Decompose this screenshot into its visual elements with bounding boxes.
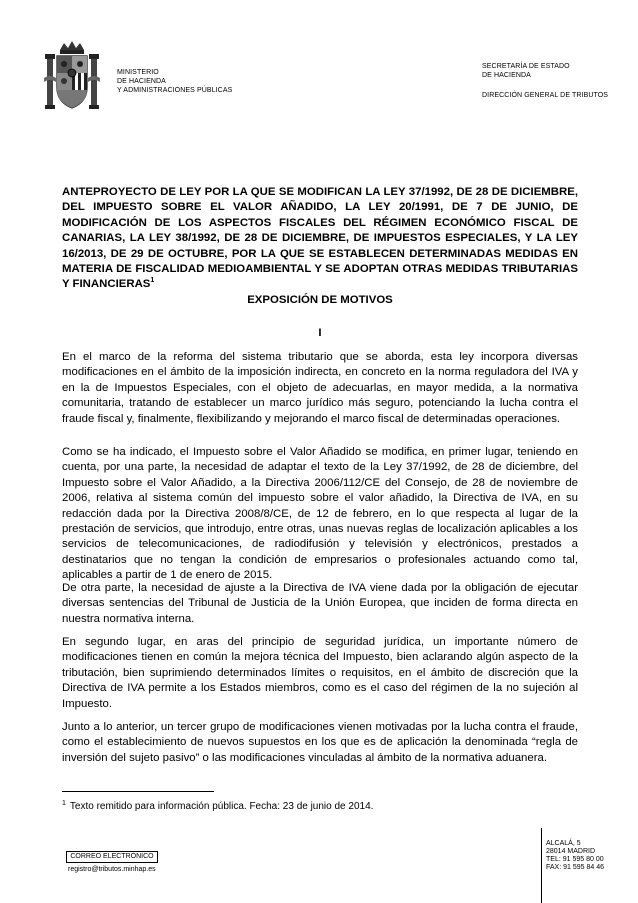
postal-address: [546, 840, 604, 872]
document-title-text: ANTEPROYECTO DE LEY POR LA QUE SE MODIFICAN LA LEY 37/1992, DE 28 DE DICIEMBRE, DEL IMPUESTO SOBRE EL VALOR AÑADIDO, LA LEY 20/1991, DE 7 DE JUNIO, DE MODIFICACIÓN DE LOS ASPECTOS FISCALES DEL RÉGIMEN ECONÓMICO FISCAL DE CANARIAS, LA LEY 38/1992, DE 28 DE DICIEMBRE, DE IMPUESTOS ESPECIALES, Y LA LEY 16/2013, DE 29 DE OCTUBRE, POR LA QUE SE ESTABLECEN DETERMINADAS MEDIDAS EN MATERIA DE FISCALIDAD MEDIOAMBIENTAL Y SE ADOPTAN OTRAS MEDIDAS TRIBUTARIAS Y FINANCIERAS: [62, 186, 578, 291]
secretaria-line: SECRETARÍA DE ESTADO: [482, 63, 570, 70]
paragraph: En el marco de la reforma del sistema tributario que se aborda, esta ley incorpora diversas modificaciones en el ámbito de la imposición indirecta, en concreto en la norma reguladora del IVA y en la de Impuestos Especiales, con el objeto de adecuarlas, en mayor medida, a la normativa comunitaria, tratando de establecer un marco jurídico más seguro, potenciando la lucha contra el fraude fiscal y, finalmente, flexibilizando y mejorando el marco fiscal de determinadas operaciones.: [62, 351, 578, 425]
title-footnote-mark[interactable]: 1: [150, 277, 155, 285]
footnote-number: 1: [62, 800, 66, 807]
footnote-divider: [62, 791, 214, 792]
address-line: TEL: 91 595 80 00: [546, 856, 604, 863]
footer-divider: [541, 828, 542, 903]
secretaria-name: [482, 62, 570, 80]
document-title: [62, 185, 578, 293]
paragraph: Junto a lo anterior, un tercer grupo de modificaciones vienen motivadas por la lucha contra el fraude, como el establecimiento de nuevos supuestos en los que es de aplicación la denominada “regla de inversión del sujeto pasivo” o las modificaciones vinculadas al ámbito de la normativa aduanera.: [62, 721, 578, 764]
section-number: I: [318, 327, 322, 339]
address-line: ALCALÁ, 5: [546, 840, 581, 847]
ministry-line: MINISTERIO: [117, 69, 159, 76]
ministry-line: DE HACIENDA: [117, 78, 166, 85]
direccion-name: DIRECCIÓN GENERAL DE TRIBUTOS: [482, 92, 609, 99]
email-label-box: CORREO ELECTRÓNICO: [66, 851, 158, 863]
paragraph: En segundo lugar, en aras del principio de seguridad jurídica, un importante número de modificaciones tienen en común la mejora técnica del Impuesto, bien aclarando algún aspecto de la tributación, bien suprimiendo determinados límites o requisitos, en el ámbito de discreción que la Directiva de IVA permite a los Estados miembros, como es el caso del régimen de la no sujeción al Impuesto.: [62, 636, 578, 710]
footnote: [62, 797, 373, 813]
ministry-name: [117, 68, 232, 95]
address-line: FAX: 91 595 84 46: [546, 864, 604, 871]
coat-of-arms-logo: [44, 40, 100, 118]
paragraph: De otra parte, la necesidad de ajuste a la Directiva de IVA viene dada por la obligación de ejecutar diversas sentencias del Tribunal de Justicia de la Unión Europea, que inciden de forma directa en nuestra normativa interna.: [62, 582, 578, 625]
email-address-link[interactable]: registro@tributos.minhap.es: [68, 866, 156, 873]
section-heading: EXPOSICIÓN DE MOTIVOS: [247, 294, 393, 306]
ministry-line: Y ADMINISTRACIONES PÚBLICAS: [117, 87, 233, 94]
address-line: 28014 MADRID: [546, 848, 596, 855]
secretaria-line: DE HACIENDA: [482, 72, 531, 79]
footnote-text: Texto remitido para información pública. Fecha: 23 de junio de 2014.: [69, 801, 374, 812]
paragraph: Como se ha indicado, el Impuesto sobre el Valor Añadido se modifica, en primer lugar, teniendo en cuenta, por una parte, la necesidad de adaptar el texto de la Ley 37/1992, de 28 de diciembre, del Impuesto sobre el Valor Añadido, a la Directiva 2006/112/CE del Consejo, de 28 de noviembre de 2006, relativa al sistema común del impuesto sobre el valor añadido, la Directiva de IVA, en su redacción dada por la Directiva 2008/8/CE, de 12 de febrero, en lo que respecta al lugar de la prestación de servicios, que introdujo, entre otras, unas nuevas reglas de localización aplicables a los servicios de telecomunicaciones, de radiodifusión y televisión y electrónicos, prestados a destinatarios que no tengan la condición de empresarios o profesionales actuando como tal, aplicables a partir de 1 de enero de 2015.: [62, 446, 578, 582]
